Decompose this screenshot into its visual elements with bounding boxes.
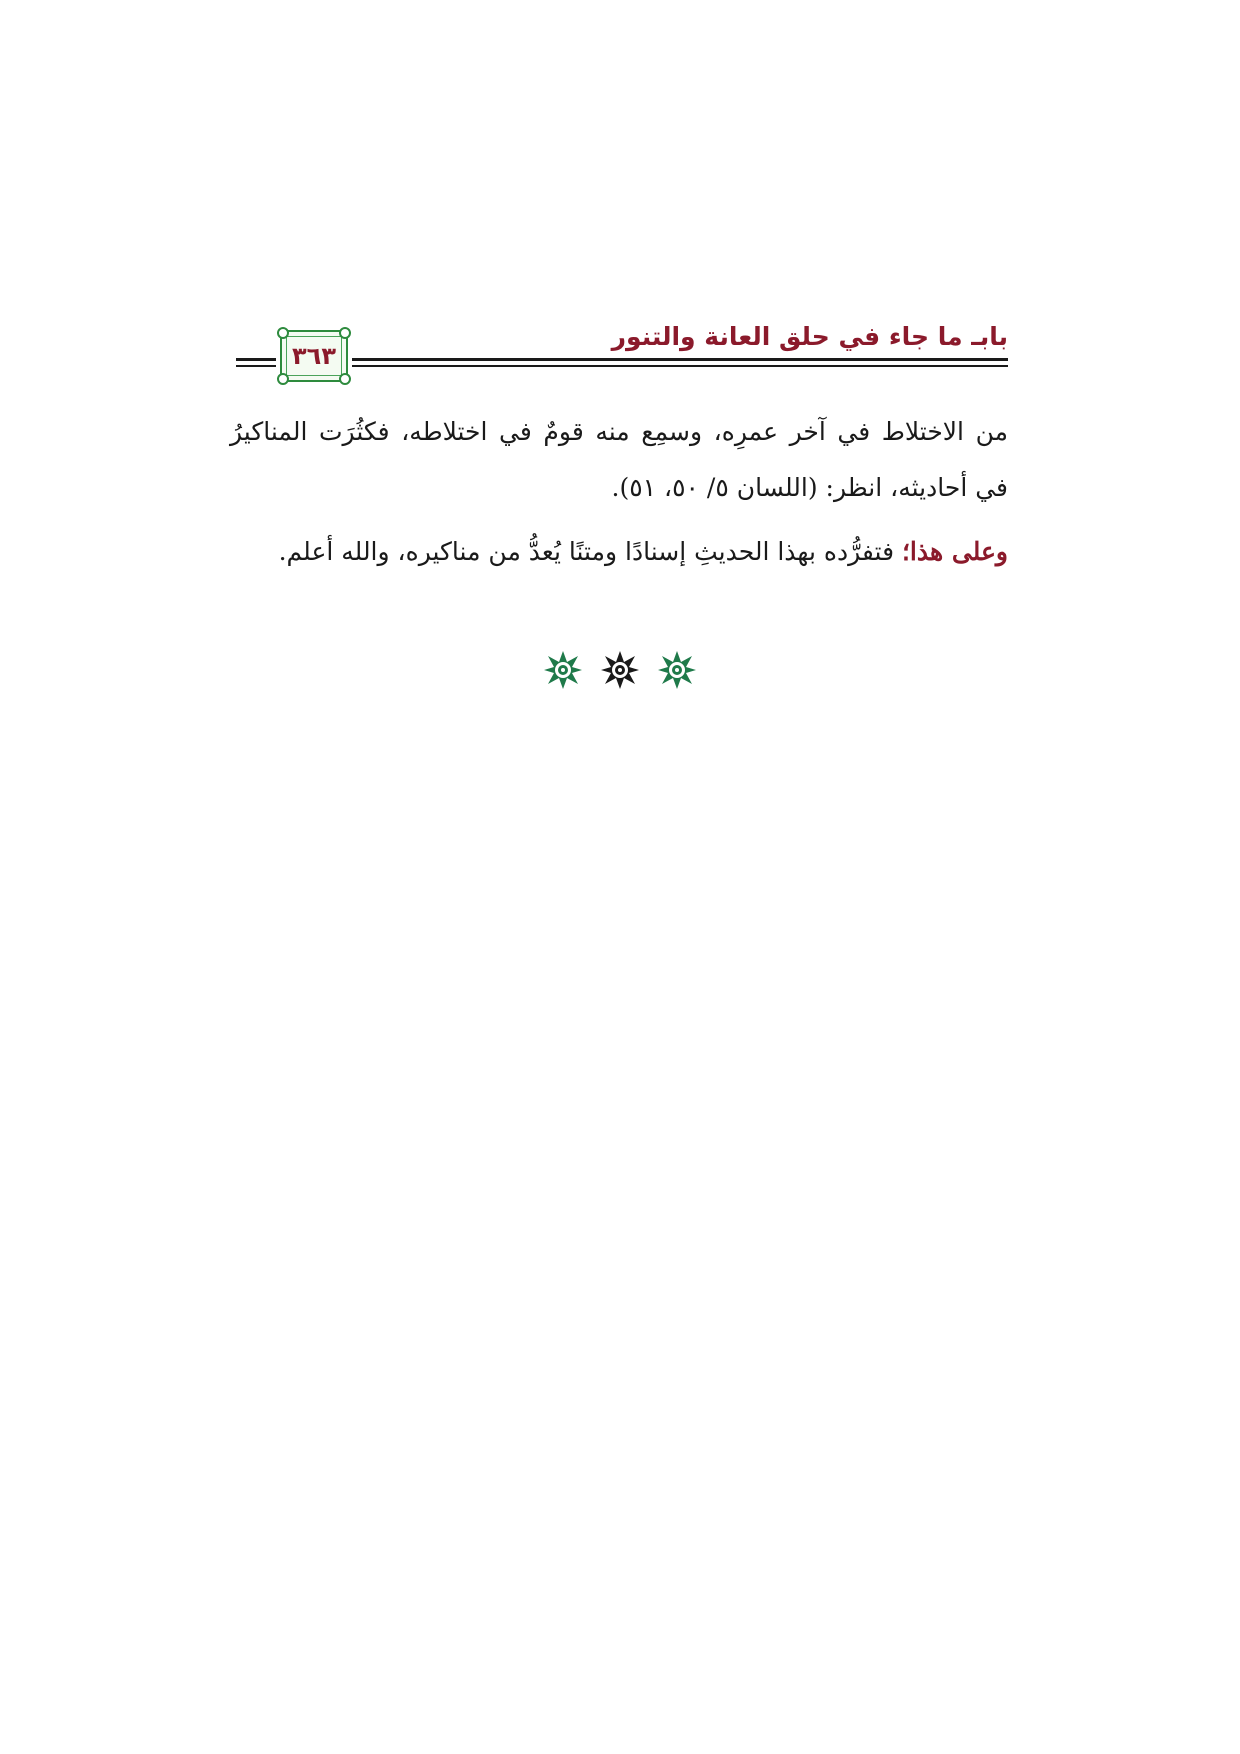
section-end-ornaments <box>0 650 1240 690</box>
page-number-frame <box>280 330 348 382</box>
frame-corner-ornament <box>339 373 351 385</box>
frame-corner-ornament <box>339 327 351 339</box>
paragraph-2-text: فتفرُّده بهذا الحديثِ إسنادًا ومتنًا يُعدُّ من مناكيره، والله أعلم. <box>278 537 902 566</box>
page-number: ٣٦٣ <box>292 342 336 370</box>
star-flower-icon <box>657 650 697 690</box>
paragraph-2 <box>230 524 1008 580</box>
paragraph-lead-in: وعلى هذا؛ <box>901 537 1008 566</box>
paragraph-1: من الاختلاط في آخر عمرِه، وسمِع منه قومٌ في اختلاطه، فكثُرَت المناكيرُ في أحاديثه، انظر: (اللسان ٥/ ٥٠، ٥١). <box>230 417 1008 502</box>
page-header <box>236 318 1008 390</box>
star-flower-icon <box>600 650 640 690</box>
header-rule-right <box>352 358 1008 367</box>
chapter-title: بابـ ما جاء في حلق العانة والتنور <box>611 322 1008 351</box>
frame-corner-ornament <box>277 373 289 385</box>
frame-corner-ornament <box>277 327 289 339</box>
header-rule-left <box>236 358 276 367</box>
star-flower-icon <box>543 650 583 690</box>
